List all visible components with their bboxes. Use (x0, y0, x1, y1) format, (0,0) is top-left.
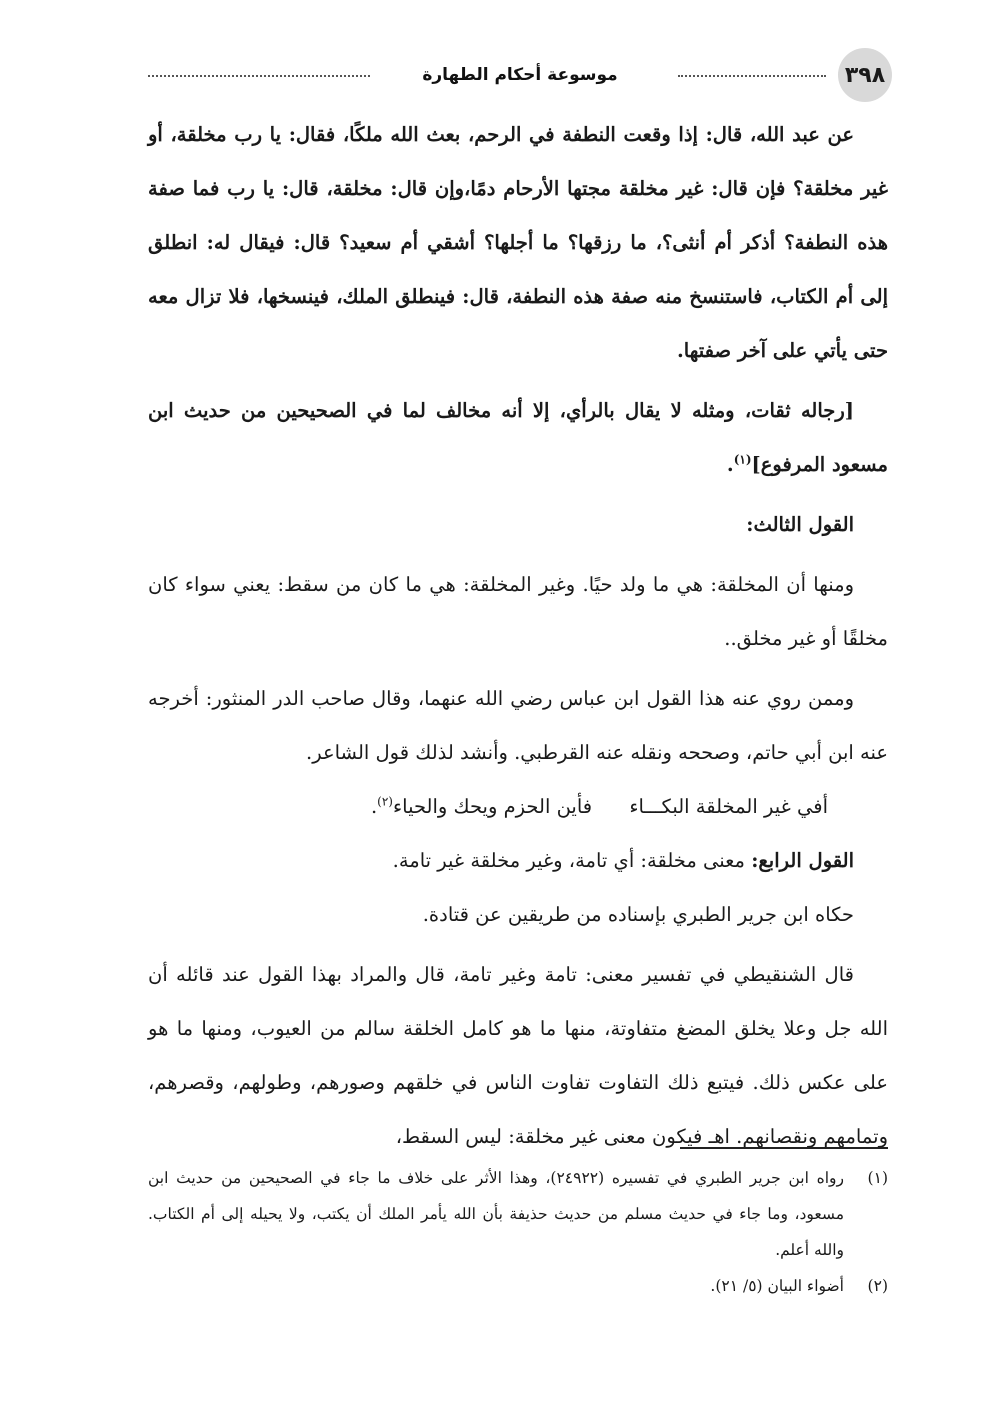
poetry-verse (148, 780, 888, 834)
hadith-paragraph: عن عبد الله، قال: إذا وقعت النطفة في الرحم، بعث الله ملكًا، فقال: يا رب مخلقة، أو غير مخلقة؟ فإن قال: غير مخلقة مجتها الأرحام دمًا،وإن قال: مخلقة، قال: يا رب فما صفة هذه النطفة؟ أذكر أم أنثى؟، ما رزقها؟ ما أجلها؟ أشقي أم سعيد؟ قال: فيقال له: انطلق إلى أم الكتاب، فاستنسخ منه صفة هذه النطفة، قال: فينطلق الملك، فينسخها، فلا تزال معه حتى يأتي على آخر صفتها. (148, 123, 888, 362)
footnotes (148, 1160, 888, 1304)
page-number-badge: ٣٩٨ (838, 48, 892, 102)
verse-second-hemistich: فأين الحزم ويحك والحياء (392, 795, 593, 818)
fourth-opinion-text: معنى مخلقة: أي تامة، وغير مخلقة غير تامة. (392, 849, 745, 872)
header-dotted-rule-right (678, 75, 826, 77)
section-heading-third-opinion: القول الثالث: (746, 513, 854, 536)
tabari-paragraph: حكاه ابن جرير الطبري بإسناده من طريقين عن قتادة. (422, 903, 854, 926)
shanqiti-paragraph: قال الشنقيطي في تفسير معنى: تامة وغير تامة، قال والمراد بهذا القول عند قائله أن الله جل وعلا يخلق المضغ متفاوتة، منها ما هو كامل الخلقة سالم من العيوب، ومنها ما هو على عكس ذلك. فيتبع ذلك التفاوت تفاوت الناس في خلقهم وصورهم، وطولهم، وقصرهم، وتمامهم ونقصانهم. اهـ فيكون معنى غير مخلقة: ليس السقط، (148, 963, 888, 1148)
footnote-ref-1[interactable]: (١) (733, 452, 752, 467)
footnote-number: (١) (867, 1169, 888, 1187)
verse-first-hemistich: أفي غير المخلقة البكـــاء (629, 795, 828, 818)
grading-end: . (726, 453, 734, 476)
footnote-text: أضواء البيان (٥/ ٢١). (710, 1277, 844, 1295)
fourth-opinion-heading: القول الرابع: (751, 849, 854, 872)
footnote-item (148, 1268, 888, 1304)
verse-end: . (370, 795, 378, 818)
footnote-separator (680, 1147, 888, 1149)
footnote-item (148, 1160, 888, 1268)
ibn-abbas-paragraph: وممن روي عنه هذا القول ابن عباس رضي الله عنهما، وقال صاحب الدر المنثور: أخرجه عنه ابن أبي حاتم، وصححه ونقله عنه القرطبي. وأنشد لذلك قول الشاعر. (148, 687, 888, 764)
grading-paragraph (148, 384, 888, 492)
book-title: موسوعة أحكام الطهارة (422, 65, 618, 85)
third-opinion-paragraph: ومنها أن المخلقة: هي ما ولد حيًا. وغير المخلقة: هي ما كان من سقط: يعني سواء كان مخلقًا أو غير مخلق.. (148, 573, 888, 650)
header-dotted-rule-left (148, 75, 370, 77)
page-header (140, 48, 892, 104)
footnote-text: رواه ابن جرير الطبري في تفسيره (٢٤٩٢٢)، وهذا الأثر على خلاف ما جاء في الصحيحين من حديث ابن مسعود، وما جاء في حديث مسلم من حديث حذيفة بأن الله يأمر الملك أن يكتب، ولا يحيله إلى أم الكتاب. والله أعلم. (148, 1169, 844, 1259)
footnote-ref-2[interactable]: (٢) (377, 794, 393, 809)
grading-text: [رجاله ثقات، ومثله لا يقال بالرأي، إلا أنه مخالف لما في الصحيحين من حديث ابن مسعود المرفوع] (148, 399, 888, 476)
main-text (148, 108, 888, 1164)
fourth-opinion-paragraph (148, 834, 888, 888)
footnote-number: (٢) (867, 1277, 888, 1295)
